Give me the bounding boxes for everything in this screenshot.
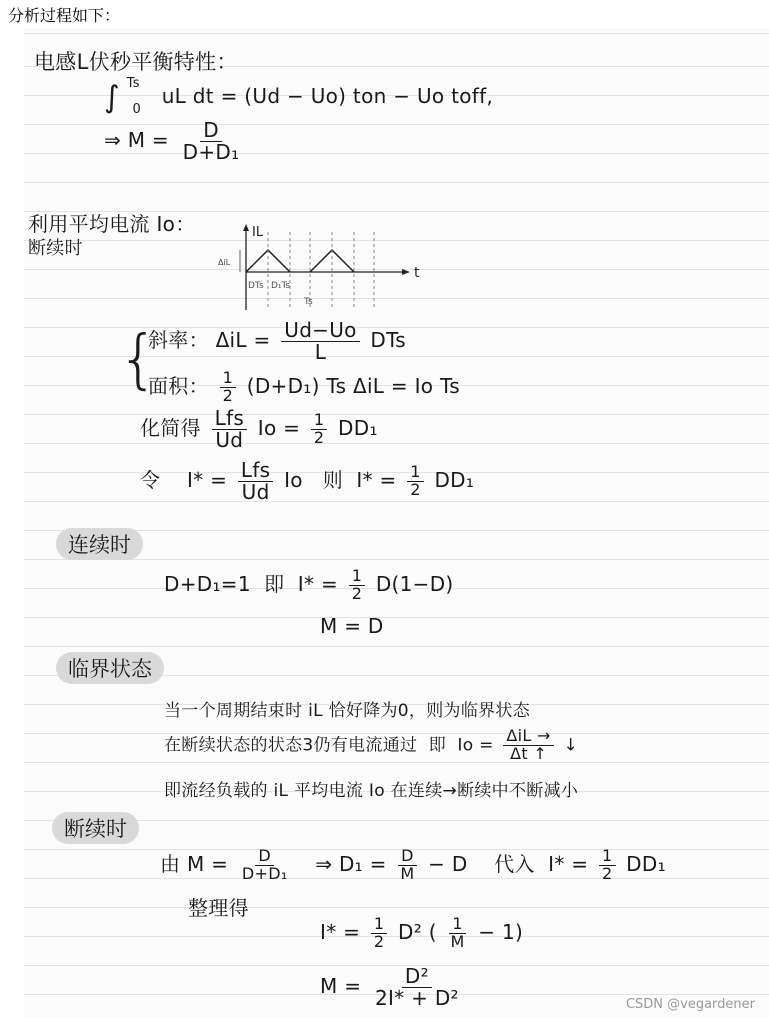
let-mid: Io 则 I* =	[284, 468, 397, 492]
crit-den: Δt ↑	[510, 743, 548, 763]
critical-line-1: 当一个周期结束时 iL 恰好降为0，则为临界状态	[164, 701, 531, 721]
slope-rhs: DTs	[370, 328, 407, 352]
disc-istar-inner-den: M	[450, 931, 465, 951]
simp-half-den: 2	[313, 428, 325, 447]
disc-istar: I* =	[320, 919, 361, 944]
disc-from: 由 M =	[160, 852, 229, 876]
integral-lower: 0	[132, 102, 142, 117]
disc-istar-mid: D² (	[398, 919, 437, 944]
cont-half-den: 2	[351, 584, 363, 603]
disc-from-num: D	[255, 848, 274, 866]
simp-rhs: Io =	[257, 416, 301, 440]
let-half-num: 1	[407, 464, 423, 482]
let-label: 令	[140, 468, 161, 492]
integral-upper: Ts	[126, 76, 140, 91]
slope-line	[148, 320, 406, 363]
area-half-num: 1	[220, 370, 236, 388]
crit-num: ΔiL →	[503, 728, 553, 746]
let-den: Ud	[241, 480, 270, 504]
simplify-line	[140, 408, 378, 451]
continuous-tag: 连续时	[56, 528, 143, 560]
disc-half-den: 2	[602, 864, 613, 883]
avg-current-title: 利用平均电流 Io：	[28, 212, 196, 236]
inductor-title: 电感L伏秒平衡特性：	[34, 50, 238, 74]
m-implies: ⇒ M =	[104, 128, 169, 152]
area-eq: (D+D₁) Ts ΔiL = Io Ts	[246, 374, 460, 398]
m-den: D+D₁	[182, 140, 240, 164]
disc-istar-half-num: 1	[371, 916, 387, 934]
critical-line-3: 即流经负载的 iL 平均电流 Io 在连续→断续中不断减小	[164, 781, 579, 801]
disc-half-num: 1	[599, 848, 615, 866]
area-half-den: 2	[222, 386, 234, 405]
disc-arrange: 整理得	[188, 896, 249, 920]
simp-half-num: 1	[311, 412, 327, 430]
crit-line2-text: 在断续状态的状态3仍有电流通过 即 Io =	[164, 735, 494, 756]
critical-line-2	[164, 728, 578, 763]
disc-d1-fraction	[397, 848, 417, 883]
watermark: CSDN @vegardener	[625, 997, 755, 1012]
let-half-den: 2	[410, 480, 421, 499]
continuous-line-1	[164, 568, 454, 603]
simp-den: Ud	[215, 428, 244, 452]
y-arrow	[243, 224, 249, 231]
slope-den: L	[314, 340, 327, 364]
disc-from-fraction	[239, 848, 291, 883]
cont-line1-tail: D(1−D)	[375, 572, 454, 596]
let-fraction	[238, 460, 274, 503]
simp-tail: DD₁	[338, 416, 378, 440]
disc-m-den: 2I* + D²	[374, 986, 459, 1010]
discontinuous-tag: 断续时	[52, 812, 139, 844]
integral-equation	[104, 76, 494, 117]
simplify-fraction	[212, 408, 248, 451]
disc-d1-num: D	[398, 848, 417, 866]
x-label: t	[414, 265, 420, 281]
m-result	[104, 120, 246, 163]
disc-from-den: D+D₁	[241, 864, 288, 883]
cont-half	[349, 568, 365, 603]
disc-d1: ⇒ D₁ =	[315, 852, 387, 876]
let-num: Lfs	[238, 460, 274, 482]
crit-fraction	[503, 728, 553, 763]
cont-half-num: 1	[349, 568, 365, 586]
continuous-line-2: M = D	[320, 614, 384, 638]
ts-label: Ts	[304, 297, 313, 307]
disc-d1-tail: − D 代入 I* =	[428, 852, 589, 876]
area-half	[220, 370, 236, 405]
avg-current-sub: 断续时	[28, 238, 83, 259]
cont-line1-text: D+D₁=1 即 I* =	[164, 572, 339, 596]
notebook-page	[24, 28, 769, 1018]
delta-label: ΔiL	[218, 258, 231, 267]
disc-istar-half	[371, 916, 387, 951]
area-line	[148, 370, 460, 405]
disc-istar-inner-num: 1	[449, 916, 465, 934]
slope-fraction	[281, 320, 359, 363]
slope-lhs: ΔiL =	[215, 328, 271, 352]
m-num: D	[200, 120, 222, 142]
area-label: 面积：	[148, 374, 209, 398]
disc-line-1	[160, 848, 666, 883]
disc-d1-den: M	[400, 864, 415, 883]
critical-tag: 临界状态	[56, 652, 164, 684]
d1ts-label: D₁Ts	[271, 281, 291, 291]
current-waveform-graph	[214, 222, 424, 318]
let-half	[407, 464, 423, 499]
disc-m-line	[320, 966, 466, 1009]
disc-half	[599, 848, 615, 883]
disc-m-num: D²	[402, 966, 432, 988]
integral-sign: ∫	[104, 80, 120, 115]
disc-istar-inner	[448, 916, 468, 951]
let-tail: DD₁	[434, 468, 475, 492]
disc-m-lhs: M =	[320, 974, 362, 998]
disc-istar-half-den: 2	[373, 931, 385, 951]
simplify-label: 化简得	[140, 416, 201, 440]
integral-body: uL dt = (Ud − Uo) ton − Uo toff,	[161, 84, 494, 108]
disc-istar-end: − 1)	[478, 919, 524, 944]
y-label: IL	[252, 225, 264, 240]
disc-m-fraction	[372, 966, 462, 1009]
simp-half	[311, 412, 327, 447]
let-lhs: I* =	[186, 468, 228, 492]
simp-num: Lfs	[212, 408, 248, 430]
dts-label: DTs	[248, 281, 264, 291]
x-arrow	[402, 269, 410, 275]
caption: 分析过程如下：	[8, 6, 121, 25]
m-fraction	[180, 120, 243, 163]
crit-tail: ↓	[563, 735, 578, 756]
slope-label: 斜率：	[148, 328, 209, 352]
system-brace: {	[118, 323, 159, 397]
slope-num: Ud−Uo	[281, 320, 359, 342]
disc-d1-end: DD₁	[626, 852, 666, 876]
let-line	[140, 460, 474, 503]
disc-istar-line	[320, 916, 523, 951]
